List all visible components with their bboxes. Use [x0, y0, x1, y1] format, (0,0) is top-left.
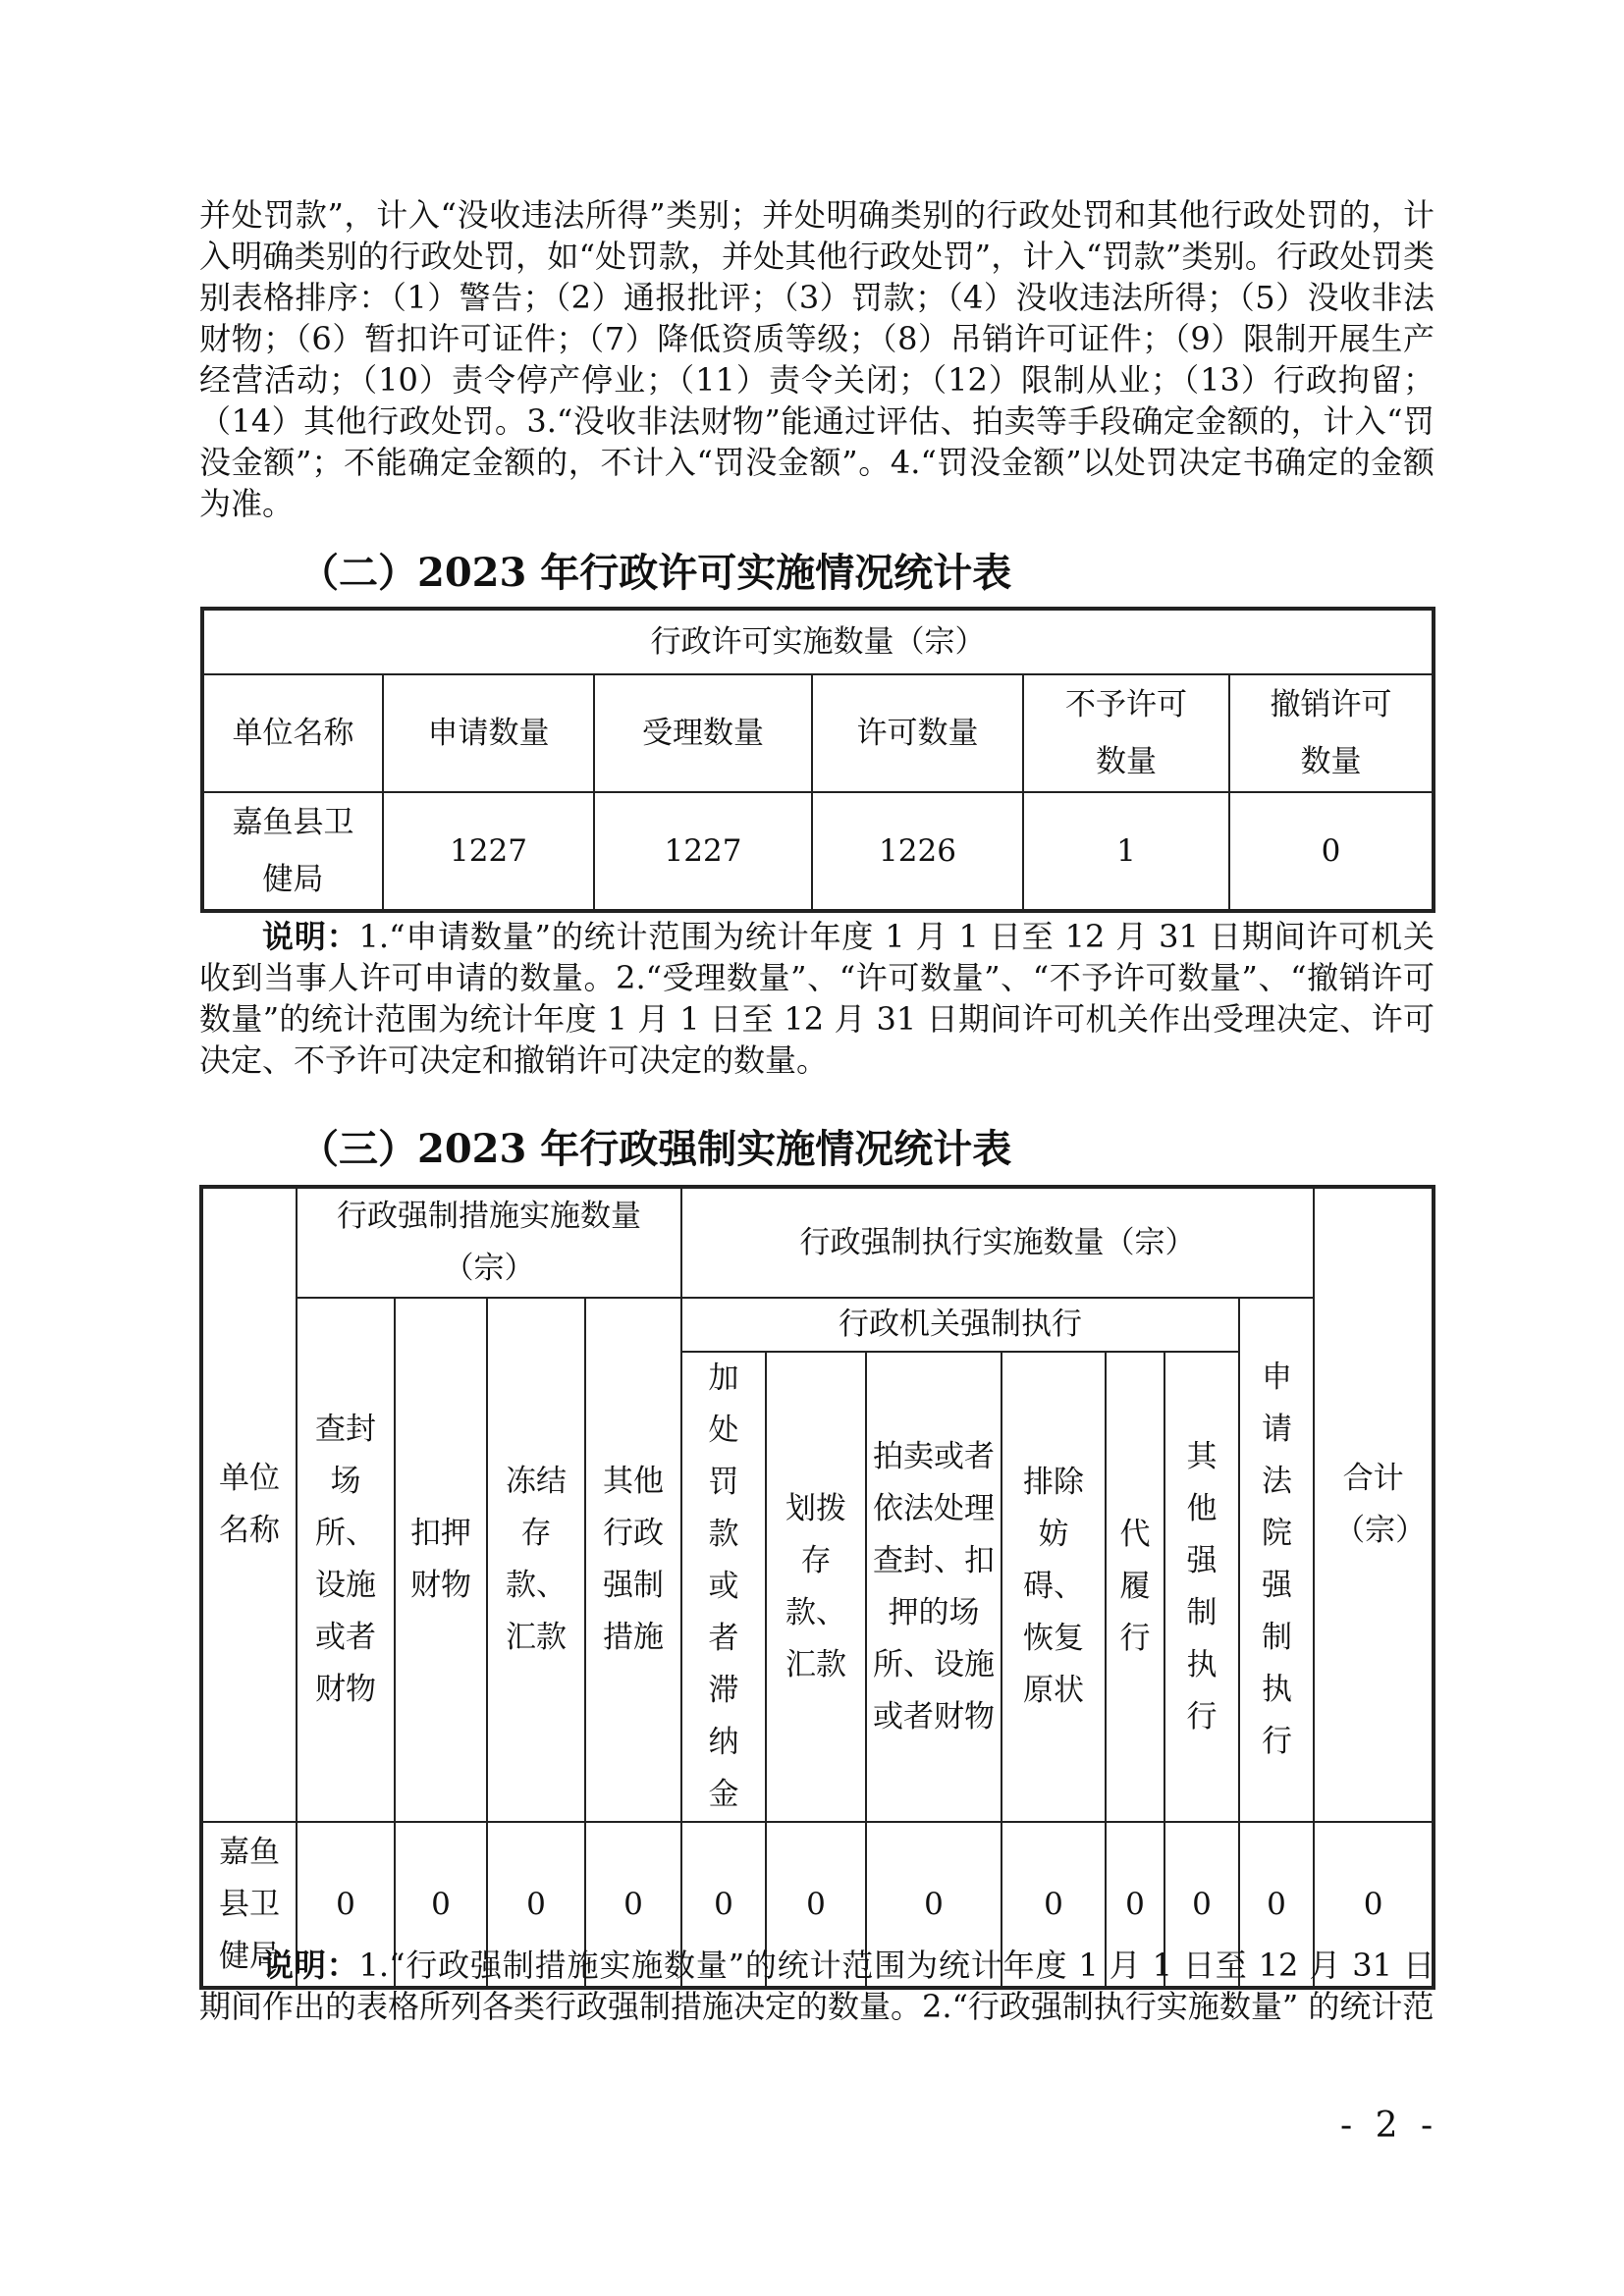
enforcement-note — [199, 1945, 1435, 2027]
section3-heading: （三）2023 年行政强制实施情况统计表 — [299, 1126, 1012, 1172]
col-header-accept: 受理数量 — [594, 674, 812, 792]
enf-row-value-9: 0 — [1106, 1822, 1164, 1987]
enf-agency-col-2: 划拨存款、汇款 — [766, 1352, 866, 1822]
section2-heading: （二）2023 年行政许可实施情况统计表 — [299, 550, 1012, 596]
enf-row-unit: 嘉鱼县卫健局 — [202, 1822, 297, 1987]
enforcement-note-text: 1.“行政强制措施实施数量”的统计范围为统计年度 1 月 1 日至 12 月 31 日期间作出的表格所列各类行政强制措施决定的数量。2.“行政强制执行实施数量” 的统计范 — [199, 1947, 1435, 2025]
col-header-revoke: 撤销许可数量 — [1229, 674, 1433, 792]
row-revoke: 0 — [1229, 792, 1433, 910]
enf-row-value-1: 0 — [297, 1822, 395, 1987]
enf-agency-col-3: 拍卖或者依法处理查封、扣押的场所、设施或者财物 — [866, 1352, 1001, 1822]
permit-group-header: 行政许可实施数量（宗） — [203, 610, 1433, 674]
enf-row-value-10: 0 — [1164, 1822, 1239, 1987]
enf-total-header: 合计（宗） — [1314, 1188, 1433, 1822]
enforcement-table — [201, 1187, 1434, 1988]
enf-row-value-8: 0 — [1001, 1822, 1106, 1987]
enf-row-value-5: 0 — [681, 1822, 766, 1987]
col-header-deny: 不予许可数量 — [1023, 674, 1229, 792]
enf-agency-col-4: 排除妨碍、恢复原状 — [1001, 1352, 1106, 1822]
enf-row-value-3: 0 — [487, 1822, 585, 1987]
enf-agency-header: 行政机关强制执行 — [681, 1298, 1239, 1352]
row-apply: 1227 — [383, 792, 594, 910]
enf-row-value-6: 0 — [766, 1822, 866, 1987]
permit-note-label: 说明： — [262, 918, 359, 955]
enf-row-value-11: 0 — [1239, 1822, 1314, 1987]
row-unit: 嘉鱼县卫健局 — [203, 792, 383, 910]
enf-court-col: 申请法院强制执行 — [1239, 1298, 1314, 1822]
page-number: - 2 - — [1340, 2106, 1439, 2146]
enf-row-value-2: 0 — [395, 1822, 487, 1987]
col-header-unit: 单位名称 — [203, 674, 383, 792]
permit-note-text: 1.“申请数量”的统计范围为统计年度 1 月 1 日至 12 月 31 日期间许可机关收到当事人许可申请的数量。2.“受理数量”、“许可数量”、“不予许可数量”、“撤销许可数量”的统计范围为统计年度 1 月 1 日至 12 月 31 日期间许可机关作出受理决定、许可决定、不予许可决定和撤销许可决定的数量。 — [199, 918, 1435, 1079]
enf-execution-header: 行政强制执行实施数量（宗） — [681, 1188, 1314, 1298]
enf-row-value-4: 0 — [585, 1822, 681, 1987]
enf-row-value-12: 0 — [1314, 1822, 1433, 1987]
enf-measures-header: 行政强制措施实施数量（宗） — [297, 1188, 681, 1298]
enf-agency-col-6: 其他强制执行 — [1164, 1352, 1239, 1822]
row-accept: 1227 — [594, 792, 812, 910]
enf-measure-col-2: 扣押财物 — [395, 1298, 487, 1822]
enf-unit-header: 单位名称 — [202, 1188, 297, 1822]
intro-paragraph: 并处罚款”，计入“没收违法所得”类别；并处明确类别的行政处罚和其他行政处罚的，计入明确类别的行政处罚，如“处罚款，并处其他行政处罚”，计入“罚款”类别。行政处罚类别表格排序：（1）警告；（2）通报批评；（3）罚款；（4）没收违法所得；（5）没收非法财物；（6）暂扣许可证件；（7）降低资质等级；（8）吊销许可证件；（9）限制开展生产经营活动；（10）责令停产停业；（11）责令关闭；（12）限制从业；（13）行政拘留；（14）其他行政处罚。3.“没收非法财物”能通过评估、拍卖等手段确定金额的，计入“罚没金额”；不能确定金额的，不计入“罚没金额”。4.“罚没金额”以处罚决定书确定的金额为准。 — [199, 196, 1435, 522]
enf-measure-col-4: 其他行政强制措施 — [585, 1298, 681, 1822]
enf-agency-col-1: 加处罚款或者滞纳金 — [681, 1352, 766, 1822]
enf-agency-col-5: 代履行 — [1106, 1352, 1164, 1822]
col-header-apply: 申请数量 — [383, 674, 594, 792]
enf-measure-col-1: 查封场所、设施或者财物 — [297, 1298, 395, 1822]
row-permit: 1226 — [812, 792, 1023, 910]
row-deny: 1 — [1023, 792, 1229, 910]
enf-row-value-7: 0 — [866, 1822, 1001, 1987]
enforcement-note-label: 说明： — [262, 1947, 359, 1984]
enf-measure-col-3: 冻结存款、汇款 — [487, 1298, 585, 1822]
permit-note — [199, 916, 1435, 1081]
col-header-permit: 许可数量 — [812, 674, 1023, 792]
permit-table — [202, 609, 1434, 911]
